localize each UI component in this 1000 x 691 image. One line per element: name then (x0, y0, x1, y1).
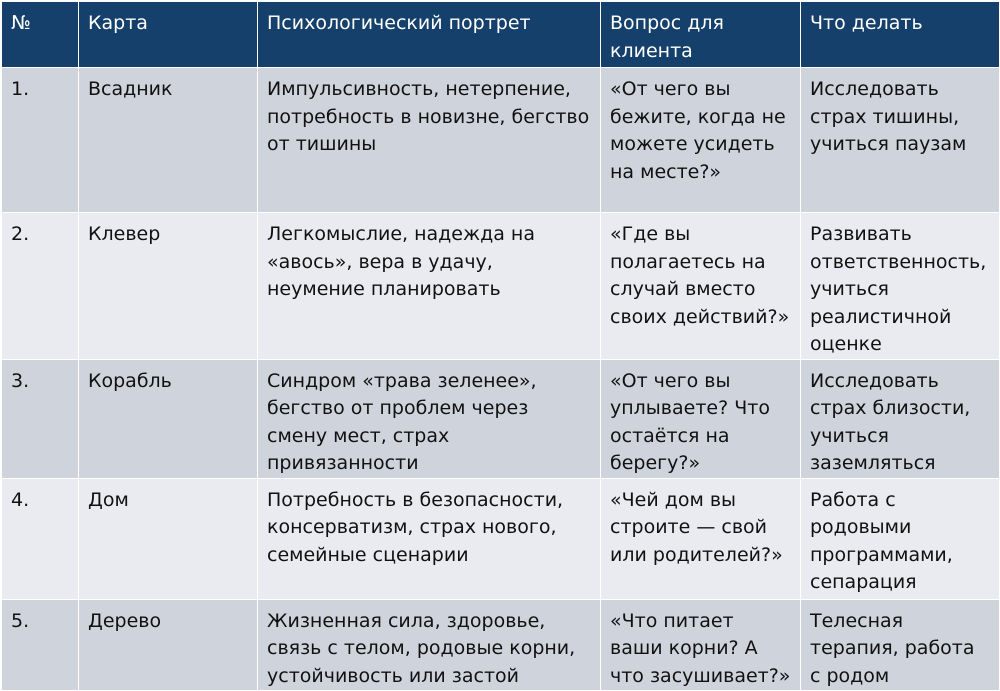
card-name: Клевер (79, 213, 258, 360)
table-row (2, 213, 1000, 360)
card-action: Развивать ответственность, учиться реалистичной оценке (801, 213, 1000, 360)
card-name: Корабль (79, 359, 258, 478)
row-number: 1. (2, 68, 79, 213)
card-question: «Что питает ваши корни? А что засушивает?» (601, 599, 801, 691)
card-name: Дом (79, 478, 258, 599)
row-number: 2. (2, 213, 79, 360)
card-portrait: Потребность в безопасности, консерватизм, страх нового, семейные сценарии (258, 478, 601, 599)
header-number: № (2, 2, 79, 68)
row-number: 5. (2, 599, 79, 691)
table-header-row (2, 2, 1000, 68)
card-question: «Чей дом вы строите — свой или родителей?» (601, 478, 801, 599)
card-name: Дерево (79, 599, 258, 691)
header-action: Что делать (801, 2, 1000, 68)
row-number: 4. (2, 478, 79, 599)
header-card: Карта (79, 2, 258, 68)
header-portrait: Психологический портрет (258, 2, 601, 68)
card-portrait: Жизненная сила, здоровье, связь с телом, родовые корни, устойчивость или застой (258, 599, 601, 691)
card-portrait: Импульсивность, нетерпение, потребность в новизне, бегство от тишины (258, 68, 601, 213)
cards-table (1, 1, 1000, 691)
card-action: Исследовать страх близости, учиться заземляться (801, 359, 1000, 478)
card-portrait: Синдром «трава зеленее», бегство от проблем через смену мест, страх привязанности (258, 359, 601, 478)
card-action: Работа с родовыми программами, сепарация (801, 478, 1000, 599)
card-question: «От чего вы бежите, когда не можете усидеть на месте?» (601, 68, 801, 213)
header-question: Вопрос для клиента (601, 2, 801, 68)
row-number: 3. (2, 359, 79, 478)
table-row (2, 478, 1000, 599)
card-question: «Где вы полагаетесь на случай вместо своих действий?» (601, 213, 801, 360)
card-action: Исследовать страх тишины, учиться паузам (801, 68, 1000, 213)
table-row (2, 599, 1000, 691)
card-portrait: Легкомыслие, надежда на «авось», вера в удачу, неумение планировать (258, 213, 601, 360)
card-question: «От чего вы уплываете? Что остаётся на берегу?» (601, 359, 801, 478)
table-row (2, 359, 1000, 478)
card-action: Телесная терапия, работа с родом (801, 599, 1000, 691)
card-name: Всадник (79, 68, 258, 213)
table-row (2, 68, 1000, 213)
